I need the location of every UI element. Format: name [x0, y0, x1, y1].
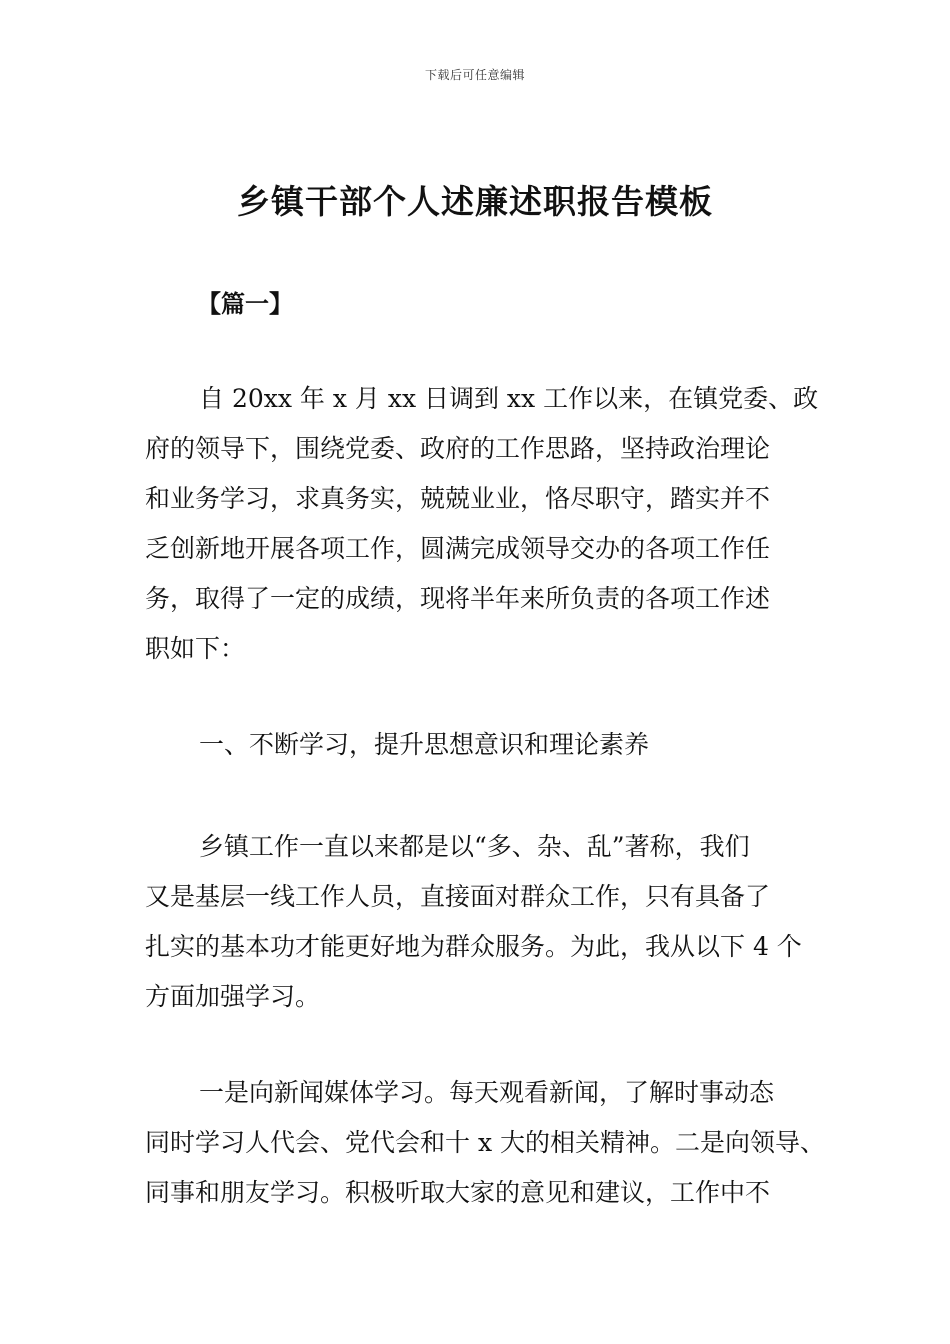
paragraph-line: 乡镇工作一直以来都是以“多、杂、乱”著称，我们 — [199, 832, 750, 861]
paragraph-line: 方面加强学习。 — [145, 982, 321, 1011]
paragraph-intro — [145, 374, 819, 674]
paragraph-line: 又是基层一线工作人员，直接面对群众工作，只有具备了 — [145, 882, 771, 911]
paragraph-line: 和业务学习，求真务实，兢兢业业，恪尽职守，踏实并不 — [145, 484, 771, 513]
paragraph-line: 府的领导下，围绕党委、政府的工作思路，坚持政治理论 — [145, 434, 771, 463]
paragraph-line: 同时学习人代会、党代会和十 x 大的相关精神。二是向领导、 — [145, 1128, 825, 1157]
header-note: 下载后可任意编辑 — [424, 68, 525, 82]
paragraph-line: 同事和朋友学习。积极听取大家的意见和建议，工作中不 — [145, 1178, 771, 1207]
paragraph-media — [145, 1068, 825, 1218]
paragraph-line: 扎实的基本功才能更好地为群众服务。为此，我从以下 4 个 — [145, 932, 802, 961]
paragraph-line: 务，取得了一定的成绩，现将半年来所负责的各项工作述 — [145, 584, 771, 613]
paragraph-study — [145, 822, 810, 1022]
section-heading — [145, 720, 810, 770]
document-title: 乡镇干部个人述廉述职报告模板 — [237, 182, 713, 221]
paragraph-line: 自 20xx 年 x 月 xx 日调到 xx 工作以来，在镇党委、政 — [199, 384, 819, 413]
paragraph-line: 一是向新闻媒体学习。每天观看新闻，了解时事动态 — [199, 1078, 775, 1107]
paragraph-line: 职如下： — [145, 634, 246, 663]
section-label: 【篇一】 — [197, 290, 293, 318]
paragraph-line: 乏创新地开展各项工作，圆满完成领导交办的各项工作任 — [145, 534, 771, 563]
section-heading-text: 一、不断学习，提升思想意识和理论素养 — [199, 730, 650, 759]
